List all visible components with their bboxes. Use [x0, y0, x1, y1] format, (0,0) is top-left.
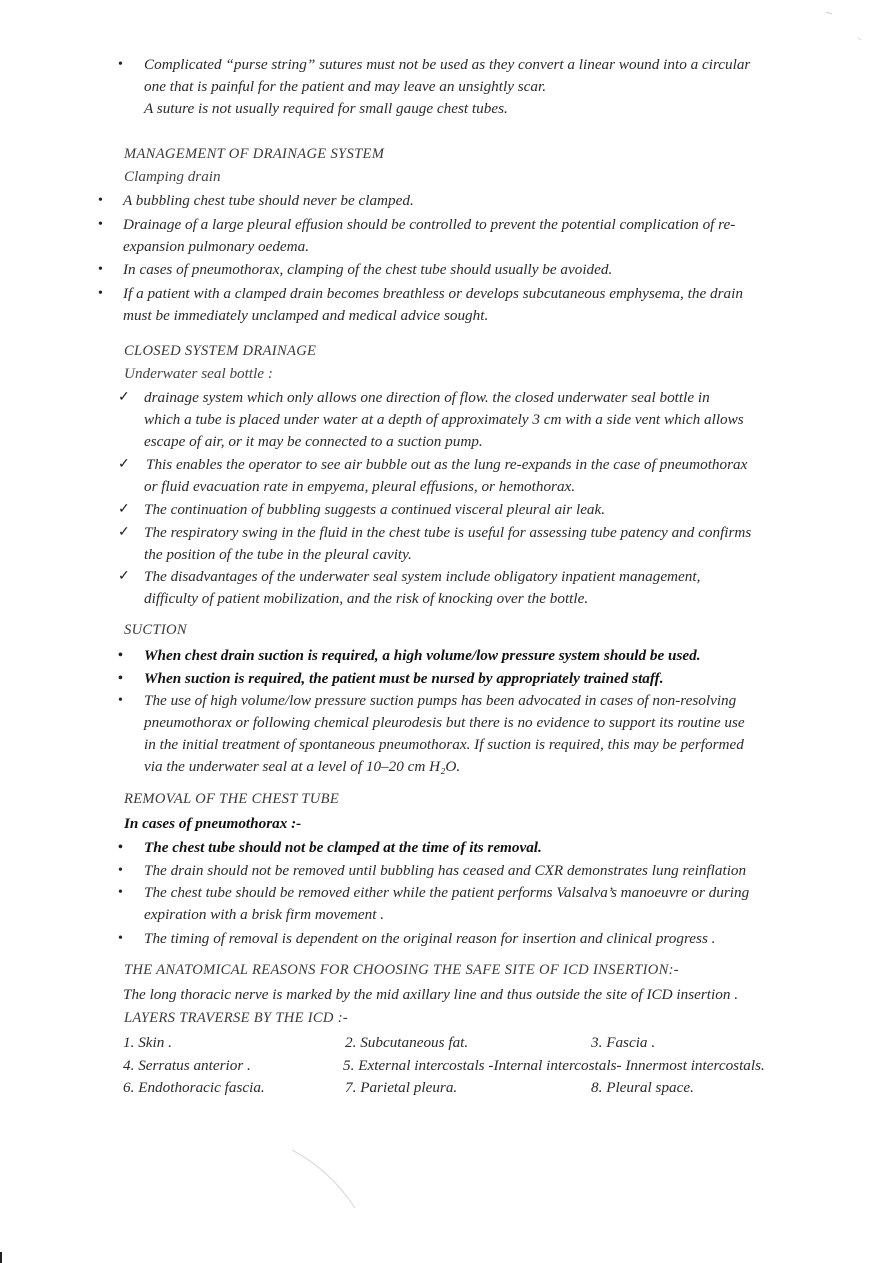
text-line: escape of air, or it may be connected to a suction pump. — [144, 433, 483, 450]
text-line: When chest drain suction is required, a high volume/low pressure system should be used. — [144, 647, 701, 664]
layer-item: 1. Skin . — [123, 1034, 172, 1051]
text-line: difficulty of patient mobilization, and the risk of knocking over the bottle. — [144, 590, 589, 607]
bullet-mark: • — [98, 193, 103, 208]
text-line: or fluid evacuation rate in empyema, pleural effusions, or hemothorax. — [144, 478, 576, 495]
anatomy-text: The long thoracic nerve is marked by the mid axillary line and thus outside the site of ICD insertion . — [123, 986, 739, 1003]
text-line: in the initial treatment of spontaneous pneumothorax. If suction is required, this may be performed — [144, 736, 744, 753]
layer-item: 8. Pleural space. — [591, 1079, 694, 1096]
subheading-pneumothorax: In cases of pneumothorax :- — [124, 815, 302, 832]
section-heading-layers: LAYERS TRAVERSE BY THE ICD :- — [124, 1010, 349, 1026]
layer-item: 7. Parietal pleura. — [345, 1079, 458, 1096]
bullet-mark: • — [98, 262, 103, 277]
text-line: must be immediately unclamped and medical advice sought. — [123, 307, 489, 324]
check-mark-icon: ✓ — [118, 525, 130, 540]
text-line: pneumothorax or following chemical pleurodesis but there is no evidence to support its routine use — [144, 714, 745, 731]
text-line: The respiratory swing in the fluid in the chest tube is useful for assessing tube patency and confirms — [144, 524, 752, 541]
section-heading-closed-system: CLOSED SYSTEM DRAINAGE — [124, 343, 317, 359]
text-line: drainage system which only allows one direction of flow. the closed underwater seal bottle in — [144, 389, 710, 406]
text-line: A suture is not usually required for small gauge chest tubes. — [144, 100, 508, 117]
text-line: via the underwater seal at a level of 10–20 cm H₂O. — [144, 758, 461, 775]
section-heading-anatomical-reasons: THE ANATOMICAL REASONS FOR CHOOSING THE SAFE SITE OF ICD INSERTION:- — [124, 962, 679, 978]
text-line: A bubbling chest tube should never be clamped. — [123, 192, 414, 209]
bullet-mark: • — [98, 217, 103, 232]
bullet-mark: • — [118, 863, 123, 878]
section-heading-removal: REMOVAL OF THE CHEST TUBE — [124, 791, 340, 807]
layer-item: 6. Endothoracic fascia. — [123, 1079, 265, 1096]
text-line: This enables the operator to see air bubble out as the lung re-expands in the case of pneumothorax — [146, 456, 748, 473]
check-mark-icon: ✓ — [118, 502, 130, 517]
check-mark-icon: ✓ — [118, 457, 130, 472]
text-line: The disadvantages of the underwater seal system include obligatory inpatient management, — [144, 568, 701, 585]
text-line: The chest tube should be removed either while the patient performs Valsalva’s manoeuvre or during — [144, 884, 750, 901]
section-heading-drainage: MANAGEMENT OF DRAINAGE SYSTEM — [124, 146, 385, 162]
subheading-underwater-seal: Underwater seal bottle : — [124, 365, 273, 382]
text-line: which a tube is placed under water at a depth of approximately 3 cm with a side vent which allows — [144, 411, 744, 428]
check-mark-icon: ✓ — [118, 569, 130, 584]
text-line: The drain should not be removed until bubbling has ceased and CXR demonstrates lung reinflation — [144, 862, 747, 879]
text-line: expansion pulmonary oedema. — [123, 238, 310, 255]
layer-item: 2. Subcutaneous fat. — [345, 1034, 469, 1051]
bullet-mark: • — [118, 671, 123, 686]
text-line: The use of high volume/low pressure suction pumps has been advocated in cases of non-resolving — [144, 692, 737, 709]
bullet-mark: • — [118, 693, 123, 708]
layer-item: 4. Serratus anterior . — [123, 1057, 251, 1074]
subheading-clamping-drain: Clamping drain — [124, 168, 221, 185]
text-line: The continuation of bubbling suggests a continued visceral pleural air leak. — [144, 501, 606, 518]
layers-grid — [0, 1034, 893, 1104]
bullet-mark: • — [118, 931, 123, 946]
text-line: Complicated “purse string” sutures must not be used as they convert a linear wound into a circular — [144, 56, 751, 73]
text-line: When suction is required, the patient must be nursed by appropriately trained staff. — [144, 670, 664, 687]
bullet-mark: • — [118, 648, 123, 663]
layer-item: 3. Fascia . — [591, 1034, 656, 1051]
bullet-mark: • — [118, 57, 123, 72]
check-mark-icon: ✓ — [118, 390, 130, 405]
text-line: the position of the tube in the pleural cavity. — [144, 546, 412, 563]
section-heading-suction: SUCTION — [124, 622, 187, 638]
bullet-mark: • — [98, 286, 103, 301]
text-line: expiration with a brisk firm movement . — [144, 906, 385, 923]
text-line: Drainage of a large pleural effusion should be controlled to prevent the potential complication of re- — [123, 216, 736, 233]
text-line: The timing of removal is dependent on the original reason for insertion and clinical progress . — [144, 930, 716, 947]
text-line: In cases of pneumothorax, clamping of the chest tube should usually be avoided. — [123, 261, 613, 278]
bullet-mark: • — [118, 885, 123, 900]
text-line: one that is painful for the patient and may leave an unsightly scar. — [144, 78, 547, 95]
layer-item: 5. External intercostals -Internal intercostals- Innermost intercostals. — [343, 1057, 765, 1074]
text-line: If a patient with a clamped drain becomes breathless or develops subcutaneous emphysema, the drain — [123, 285, 743, 302]
bullet-mark: • — [118, 840, 123, 855]
text-line: The chest tube should not be clamped at the time of its removal. — [144, 839, 542, 856]
